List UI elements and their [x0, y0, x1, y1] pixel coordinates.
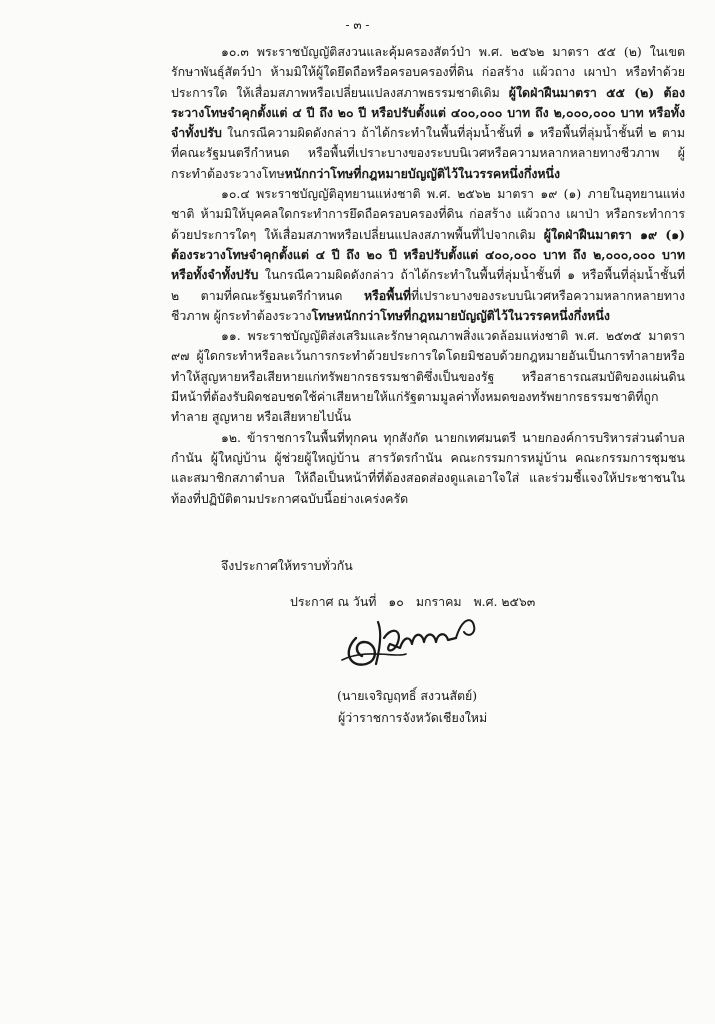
announcement-line: จึงประกาศให้ทราบทั่วกัน [221, 558, 353, 573]
paragraph-segment: ๑๒. ข้าราชการในพื้นที่ทุกคน ทุกสังกัด นายกเทศมนตรี นายกองค์การบริหารส่วนตำบล กำนัน ผู้ใหญ่บ้าน ผู้ช่วยผู้ใหญ่บ้าน สารวัตรกำนัน คณะกรรมการหมู่บ้าน คณะกรรมการชุมชน และสมาชิกสภาตำบล ให้ถือเป็นหน้าที่ที่ต้องสอดส่องดูแลเอาใจใส่ และร่วมชี้แจงให้ประชาชนในท้องที่ปฏิบัติตามประกาศฉบับนี้อย่างเคร่งครัด [171, 429, 685, 506]
signature-icon [336, 608, 486, 676]
paragraph-10-4 [171, 184, 685, 326]
paragraph-segment: ๑๐.๔ พระราชบัญญัติอุทยานแห่งชาติ พ.ศ. ๒๕๖๒ มาตรา ๑๙ (๑) ภายในอุทยานแห่งชาติ ห้ามมิให้บุคคลใดกระทำการยึดถือครอบครองที่ดิน ก่อสร้าง แผ้วถาง เผาป่า หรือกระทำการด้วยประการใดๆ ให้เสื่อมสภาพหรือเปลี่ยนแปลงสภาพพื้นที่ไปจากเดิม [171, 186, 685, 242]
paragraph-segment-bold: หรือพื้นที่ [363, 287, 412, 303]
paragraph-segment-bold: หนักกว่าโทษที่กฎหมายบัญญัติไว้ในวรรคหนึ่งกึ่งหนึ่ง [284, 165, 561, 181]
date-day: ๑๐ [388, 594, 404, 609]
page-number: - ๓ - [345, 18, 370, 32]
date-year: พ.ศ. ๒๕๖๓ [473, 594, 536, 609]
signer-name: (นายเจริญฤทธิ์ สงวนสัตย์) [337, 688, 478, 703]
paragraph-segment-bold: โทษหนักกว่าโทษที่กฎหมายบัญญัติไว้ในวรรคหนึ่งกึ่งหนึ่ง [311, 307, 610, 323]
paragraph-segment: ในกรณีความผิดดังกล่าว ถ้าได้กระทำในพื้นที่ลุ่มน้ำชั้นที่ ๑ หรือพื้นที่ลุ่มน้ำชั้นที่ ๒ ตามที่คณะรัฐมนตรีกำหนด [171, 267, 685, 303]
date-prefix: ประกาศ ณ วันที่ [290, 594, 377, 609]
signer-title: ผู้ว่าราชการจังหวัดเชียงใหม่ [338, 710, 488, 725]
paragraph-segment: ในกรณีความผิดดังกล่าว ถ้าได้กระทำในพื้นที่ลุ่มน้ำชั้นที่ ๑ หรือพื้นที่ลุ่มน้ำชั้นที่ ๒ ตามที่คณะรัฐมนตรีกำหนด หรือพื้นที่เปราะบางของระบบนิเวศหรือความหลากหลายทางชีวภาพ ผู้กระทำต้องระวางโทษ [171, 125, 685, 181]
paragraph-10-3 [171, 42, 685, 184]
paragraph-segment: ที่เปราะบางของระบบนิเวศหรือความหลากหลายทางชีวภาพ ผู้กระทำต้องระวาง [171, 287, 685, 323]
paragraph-segment-bold: ผู้ใดฝ่าฝืนมาตรา ๕๕ (๒) ต้องระวางโทษจำคุกตั้งแต่ ๔ ปี ถึง ๒๐ ปี หรือปรับตั้งแต่ ๔๐๐,๐๐๐ บาท ถึง ๒,๐๐๐,๐๐๐ บาท หรือทั้งจำทั้งปรับ [171, 84, 686, 141]
paragraph-12 [171, 428, 685, 509]
paragraph-11 [171, 326, 685, 427]
paragraph-segment-bold: ผู้ใดฝ่าฝืนมาตรา ๑๙ (๑) ต้องระวางโทษจำคุกตั้งแต่ ๔ ปี ถึง ๒๐ ปี หรือปรับตั้งแต่ ๔๐๐,๐๐๐ บาท ถึง ๒,๐๐๐,๐๐๐ บาท หรือทั้งจำทั้งปรับ [171, 226, 685, 283]
document-body [171, 42, 685, 509]
paragraph-segment: ๑๑. พระราชบัญญัติส่งเสริมและรักษาคุณภาพสิ่งแวดล้อมแห่งชาติ พ.ศ. ๒๕๓๕ มาตรา ๙๗ ผู้ใดกระทำหรือละเว้นการกระทำด้วยประการใดโดยมิชอบด้วยกฎหมายอันเป็นการทำลายหรือทำให้สูญหายหรือเสียหายแก่ทรัพยากรธรรมชาติซึ่งเป็นของรัฐ หรือสาธารณสมบัติของแผ่นดินมีหน้าที่ต้องรับผิดชอบชดใช้ค่าเสียหายให้แก่รัฐตามมูลค่าทั้งหมดของทรัพยากรธรรมชาติที่ถูกทำลาย สูญหาย หรือเสียหายไปนั้น [171, 328, 685, 425]
paragraph-segment: ๑๐.๓ พระราชบัญญัติสงวนและคุ้มครองสัตว์ป่า พ.ศ. ๒๕๖๒ มาตรา ๕๕ (๒) ในเขตรักษาพันธุ์สัตว์ป่า ห้ามมิให้ผู้ใดยึดถือหรือครอบครองที่ดิน ก่อสร้าง แผ้วถาง เผาป่า หรือทำด้วยประการใด ให้เสื่อมสภาพหรือเปลี่ยนแปลงสภาพธรรมชาติเดิม [171, 44, 685, 100]
date-month: มกราคม [415, 594, 462, 609]
